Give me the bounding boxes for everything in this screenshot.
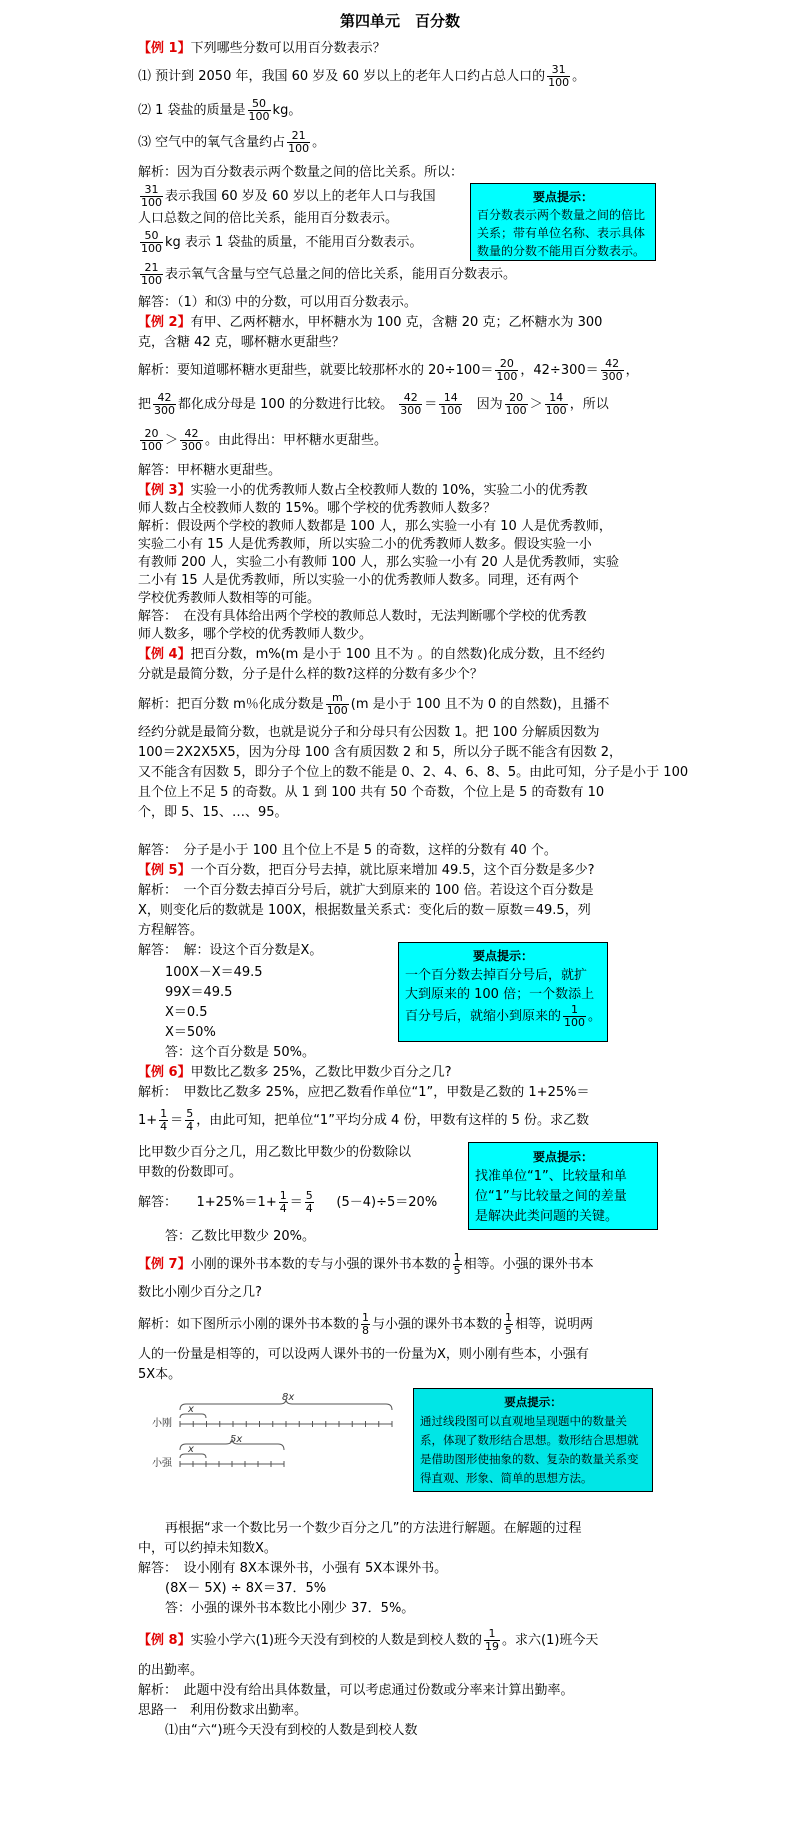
svg-text:8x: 8x (282, 1392, 295, 1403)
ex8-question-2: 的出勤率。 (138, 1663, 204, 1678)
ex2-question-2: 克，含糖 42 克，哪杯糖水更甜些？ (138, 335, 345, 350)
label-xiaoqiang: 小强 (152, 1458, 172, 1469)
ex6-analysis-1: 解析： 甲数比乙数多 25%，应把乙数看作单位“1”，甲数是乙数的 1+25%＝ (138, 1085, 590, 1100)
ex3-answer-2: 师人数多，哪个学校的优秀教师人数少。 (138, 627, 373, 642)
ex7-analysis-3: 5X本。 (138, 1367, 182, 1382)
ex4-answer: 解答： 分子是小于 100 且个位上不是 5 的奇数，这样的分数有 40 个。 (138, 843, 557, 858)
ex5-solve-2: 100X－X＝49.5 (165, 965, 263, 980)
ex3-analysis-3: 有教师 200 人，实验二小有教师 100 人，那么实验一小有 20 人是优秀教师，实验 (138, 555, 619, 570)
ex1-analysis-3: $\frac{21}{100}$ 表示氧气含量与空气总量之间的倍比关系，能用百分数表示。 (141, 261, 517, 287)
ex4-question-2: 分就是最简分数，分子是什么样的数?这样的分数有多少个？ (138, 667, 483, 682)
ex6-tip-box: 要点提示： 找准单位“1”、比较量和单 位“1”与比较量之间的差量 是解决此类问题的关键。 (468, 1142, 658, 1230)
ex2-analysis-3: $\frac{20}{100}$ ＞ $\frac{42}{300}$ 。由此得出：甲杯糖水更甜些。 (141, 427, 388, 453)
ex4-analysis-2: 经约分就是最简分数，也就是说分子和分母只有公因数 1。把 100 分解质因数为 (138, 725, 600, 740)
ex7-tag: 【例 7】 (138, 1257, 191, 1272)
ex4-question-1: 【例 4】把百分数，m%(m 是小于 100 且不为 。的自然数)化成分数，且不经约 (138, 647, 605, 662)
ex4-analysis-6: 个，即 5、15、…、95。 (138, 805, 288, 820)
ex6-solve-1: 解答： 1+25%＝1+ $\frac{1}{4}$ ＝ $\frac{5}{4}$ (5－4)÷5＝20% (138, 1189, 438, 1215)
ex1-analysis-2: $\frac{50}{100}$ kg 表示 1 袋盐的质量，不能用百分数表示。 (141, 229, 423, 255)
ex6-analysis-2: 1+ $\frac{1}{4}$ ＝ $\frac{5}{4}$ ，由此可知，把单位“1”平均分成 4 份，甲数有这样的 5 份。求乙数 (138, 1107, 589, 1133)
ex8-analysis-3: ⑴由“六“)班今天没有到校的人数是到校人数 (165, 1723, 418, 1738)
ex7-tip-box: 要点提示： 通过线段图可以直观地呈现题中的数量关系，体现了数形结合思想。数形结合思想就是借助图形使抽象的数、复杂的数量关系变得直观、形象、简单的思想方法。 (413, 1388, 653, 1492)
ex5-analysis-1: 解析： 一个百分数去掉百分号后，就扩大到原来的 100 倍。若设这个百分数是 (138, 883, 594, 898)
ex3-question-1: 【例 3】实验一小的优秀教师人数占全校教师人数的 10%，实验二小的优秀教 (138, 483, 588, 498)
segment-diagram (150, 1388, 410, 1478)
ex1-tip-box: 要点提示： 百分数表示两个数量之间的倍比关系；带有单位名称、表示具体数量的分数不能用百分数表示。 (470, 183, 656, 261)
svg-text:x: x (188, 1444, 194, 1455)
ex1-analysis-1b: 人口总数之间的倍比关系，能用百分数表示。 (138, 211, 399, 226)
ex1-question: 【例 1】下列哪些分数可以用百分数表示？ (138, 41, 386, 56)
ex7-body-2: 中，可以约掉未知数X。 (138, 1541, 277, 1556)
ex1-analysis-1: $\frac{31}{100}$ 表示我国 60 岁及 60 岁以上的老年人口与我国 (141, 183, 436, 209)
ex7-body-1: 再根据“求一个数比另一个数少百分之几”的方法进行解题。在解题的过程 (165, 1521, 582, 1536)
ex3-answer-1: 解答： 在没有具体给出两个学校的教师总人数时，无法判断哪个学校的优秀教 (138, 609, 587, 624)
ex7-analysis-1: 解析：如下图所示小刚的课外书本数的 $\frac{1}{8}$ 与小强的课外书本数的 $\frac{1}{5}$ 相等，说明两 (138, 1311, 594, 1337)
ex2-tag: 【例 2】 (138, 315, 191, 330)
ex2-analysis-1: 解析：要知道哪杯糖水更甜些，就要比较那杯水的 20÷100＝ $\frac{20}{100}$ ，42÷300＝ $\frac{42}{300}$ ， (138, 357, 639, 383)
ex8-analysis-1: 解析： 此题中没有给出具体数量，可以考虑通过份数或分率来计算出勤率。 (138, 1683, 574, 1698)
ex7-question-2: 数比小刚少百分之几? (138, 1285, 262, 1300)
ex4-analysis-4: 又不能含有因数 5，即分子个位上的数不能是 0、2、4、6、8、5。由此可知，分子是小于 100 (138, 765, 689, 780)
ex8-tag: 【例 8】 (138, 1633, 191, 1648)
ex6-solve-2: 答：乙数比甲数少 20%。 (165, 1229, 316, 1244)
ex2-question-1: 【例 2】有甲、乙两杯糖水，甲杯糖水为 100 克，含糖 20 克；乙杯糖水为 300 (138, 315, 603, 330)
ex3-analysis-1: 解析：假设两个学校的教师人数都是 100 人，那么实验一小有 10 人是优秀教师， (138, 519, 612, 534)
fraction: $\frac{50}{100}$ (141, 229, 162, 255)
ex4-analysis-5: 且个位上不足 5 的奇数。从 1 到 100 共有 50 个奇数，个位上是 5 的奇数有 10 (138, 785, 605, 800)
ex1-item-3: ⑶ 空气中的氧气含量约占 $\frac{21}{100}$ 。 (138, 129, 326, 155)
ex6-analysis-3: 比甲数少百分之几，用乙数比甲数少的份数除以 (138, 1145, 412, 1160)
ex5-tag: 【例 5】 (138, 863, 191, 878)
ex8-analysis-2: 思路一 利用份数求出勤率。 (138, 1703, 308, 1718)
ex1-tag: 【例 1】 (138, 41, 191, 56)
ex7-question-1: 【例 7】小刚的课外书本数的专与小强的课外书本数的 $\frac{1}{5}$ 相等。小强的课外书本 (138, 1251, 594, 1277)
ex5-tip-box: 要点提示： 一个百分数去掉百分号后，就扩 大到原来的 100 倍；一个数添上 百分号后，就缩小到原来的 $\frac{1}{100}$ 。 (398, 942, 608, 1042)
ex5-analysis-3: 方程解答。 (138, 923, 204, 938)
ex8-question-1: 【例 8】实验小学六(1)班今天没有到校的人数是到校人数的 $\frac{1}{19}$ 。求六(1)班今天 (138, 1627, 599, 1653)
ex4-analysis-1: 解析：把百分数 m％化成分数是 $\frac{m}{100}$ (m 是小于 100 且不为 0 的自然数)，且播不 (138, 691, 610, 717)
ex7-solve-3: 答：小强的课外书本数比小刚少 37．5%。 (165, 1601, 415, 1616)
svg-text:x: x (188, 1404, 194, 1415)
ex3-analysis-5: 学校优秀教师人数相等的可能。 (138, 591, 321, 606)
ex3-tag: 【例 3】 (138, 483, 191, 498)
ex3-analysis-2: 实验二小有 15 人是优秀教师，所以实验二小的优秀教师人数多。假设实验一小 (138, 537, 592, 552)
ex5-solve-6: 答：这个百分数是 50%。 (165, 1045, 316, 1060)
svg-text:5x: 5x (230, 1434, 243, 1445)
ex2-analysis-2: 把 $\frac{42}{300}$ 都化成分母是 100 的分数进行比较。 $\frac{42}{300}$ ＝ $\frac{14}{100}$ 因为 $\frac{20}{100}$ ＞ $\frac{14}{100}$ ，所以 (138, 391, 609, 417)
ex5-question: 【例 5】一个百分数，把百分号去掉，就比原来增加 49.5，这个百分数是多少? (138, 863, 595, 878)
ex7-solve-2: (8X－ 5X) ÷ 8X＝37．5% (165, 1581, 327, 1596)
ex3-analysis-4: 二小有 15 人是优秀教师，所以实验一小的优秀教师人数多。同理，还有两个 (138, 573, 579, 588)
ex3-question-2: 师人数占全校教师人数的 15%。哪个学校的优秀教师人数多？ (138, 501, 497, 516)
fraction: $\frac{21}{100}$ (141, 261, 162, 287)
fraction: $\frac{21}{100}$ (288, 129, 310, 155)
ex4-tag: 【例 4】 (138, 647, 191, 662)
ex7-solve-1: 解答： 设小刚有 8X本课外书，小强有 5X本课外书。 (138, 1561, 448, 1576)
ex6-analysis-4: 甲数的份数即可。 (138, 1165, 243, 1180)
ex5-solve-5: X＝50% (165, 1025, 216, 1040)
ex1-answer: 解答：（1）和⑶ 中的分数，可以用百分数表示。 (138, 295, 417, 310)
ex4-analysis-3: 100＝2X2X5X5，因为分母 100 含有质因数 2 和 5，所以分子既不能含有因数 2， (138, 745, 623, 760)
ex5-solve-3: 99X＝49.5 (165, 985, 233, 1000)
ex5-solve-1: 解答： 解：设这个百分数是X。 (138, 943, 323, 958)
ex5-solve-4: X＝0.5 (165, 1005, 208, 1020)
fraction: $\frac{31}{100}$ (548, 63, 570, 89)
unit-title: 第四单元 百分数 (339, 12, 460, 30)
fraction: $\frac{31}{100}$ (141, 183, 162, 209)
ex1-item-2: ⑵ 1 袋盐的质量是 $\frac{50}{100}$ kg。 (138, 97, 302, 123)
fraction: $\frac{50}{100}$ (248, 97, 270, 123)
ex1-analysis-intro: 解析：因为百分数表示两个数量之间的倍比关系。所以： (138, 165, 464, 180)
label-xiaogang: 小刚 (152, 1418, 172, 1429)
ex6-question: 【例 6】甲数比乙数多 25%，乙数比甲数少百分之几? (138, 1065, 452, 1080)
ex2-answer: 解答：甲杯糖水更甜些。 (138, 463, 282, 478)
ex5-analysis-2: X，则变化后的数就是 100X，根据数量关系式：变化后的数－原数＝49.5，列 (138, 903, 591, 918)
ex7-analysis-2: 人的一份量是相等的，可以设两人课外书的一份量为X，则小刚有些本，小强有 (138, 1347, 589, 1362)
ex1-item-1: ⑴ 预计到 2050 年，我国 60 岁及 60 岁以上的老年人口约占总人口的 $\frac{31}{100}$ 。 (138, 63, 586, 89)
ex6-tag: 【例 6】 (138, 1065, 191, 1080)
